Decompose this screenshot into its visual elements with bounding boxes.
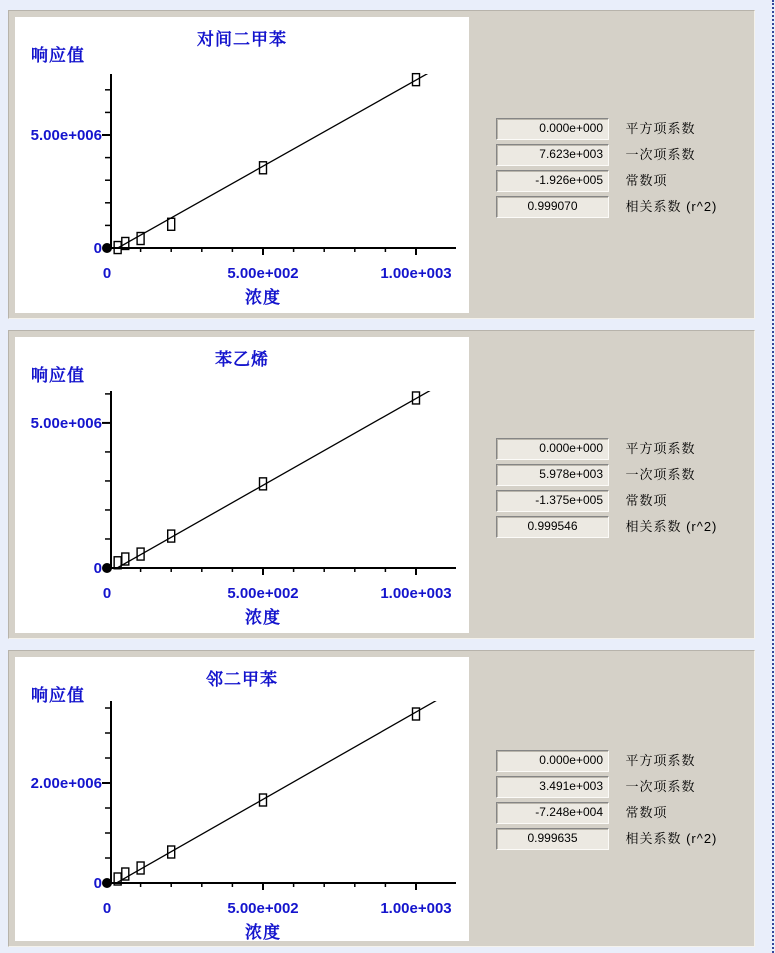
coefficient-row [496, 776, 717, 798]
y-axis-label: 响应值 [31, 46, 85, 65]
coefficient-row [496, 118, 717, 140]
x-tick-label: 0 [102, 265, 112, 282]
constant-term-value: -1.375e+005 [496, 490, 609, 512]
linear-coefficient-label: 一次项系数 [625, 467, 696, 482]
coefficient-list [496, 118, 717, 222]
correlation-coefficient-label: 相关系数 (r^2) [625, 519, 718, 534]
constant-term-value: -7.248e+004 [496, 802, 609, 824]
page-break-dotted-line [772, 0, 774, 953]
calibration-panel-3 [8, 650, 755, 947]
chart-area-2 [15, 337, 469, 633]
x-axis-label: 浓度 [245, 923, 281, 942]
constant-term-label: 常数项 [625, 493, 668, 508]
coefficient-list [496, 750, 717, 854]
chart-area-1 [15, 17, 469, 313]
coefficient-row [496, 516, 717, 538]
correlation-coefficient-value: 0.999070 [496, 196, 609, 218]
calibration-plot [15, 337, 469, 633]
x-tick-label: 5.00e+002 [227, 900, 299, 917]
coefficient-row [496, 490, 717, 512]
fit-line [92, 686, 462, 897]
y-major-tick-label: 2.00e+006 [30, 775, 102, 792]
chart-title: 对间二甲苯 [197, 30, 287, 49]
linear-coefficient-label: 一次项系数 [625, 147, 696, 162]
calibration-panel-2 [8, 330, 755, 639]
quadratic-coefficient-value: 0.000e+000 [496, 438, 609, 460]
coefficient-row [496, 144, 717, 166]
coefficient-row [496, 750, 717, 772]
data-point-marker [168, 218, 175, 230]
chart-title: 邻二甲苯 [206, 670, 278, 689]
y-major-tick-label: 5.00e+006 [30, 127, 102, 145]
coefficient-row [496, 802, 717, 824]
correlation-coefficient-label: 相关系数 (r^2) [625, 831, 718, 846]
calibration-panel-1 [8, 10, 755, 319]
quadratic-coefficient-label: 平方项系数 [625, 753, 696, 768]
x-tick-label: 1.00e+003 [380, 585, 452, 602]
x-tick-label: 1.00e+003 [380, 900, 452, 917]
chart-area-3 [15, 657, 469, 941]
y-origin-tick-label: 0 [93, 240, 102, 257]
coefficient-row [496, 170, 717, 192]
y-axis-label: 响应值 [31, 366, 85, 385]
linear-coefficient-label: 一次项系数 [625, 779, 696, 794]
y-axis-label: 响应值 [31, 686, 85, 705]
quadratic-coefficient-label: 平方项系数 [625, 441, 696, 456]
constant-term-value: -1.926e+005 [496, 170, 609, 192]
coefficient-row [496, 828, 717, 850]
calibration-plot [15, 657, 469, 941]
quadratic-coefficient-label: 平方项系数 [625, 121, 696, 136]
chart-title: 苯乙烯 [215, 350, 269, 369]
x-tick-label: 5.00e+002 [227, 265, 299, 282]
linear-coefficient-value: 5.978e+003 [496, 464, 609, 486]
fit-line [92, 54, 462, 262]
x-tick-label: 1.00e+003 [380, 265, 452, 282]
calibration-plot [15, 17, 469, 313]
linear-coefficient-value: 3.491e+003 [496, 776, 609, 798]
origin-marker [102, 878, 112, 888]
linear-coefficient-value: 7.623e+003 [496, 144, 609, 166]
constant-term-label: 常数项 [625, 173, 668, 188]
x-tick-label: 0 [102, 900, 112, 917]
x-tick-label: 0 [102, 585, 112, 602]
y-origin-tick-label: 0 [93, 560, 102, 577]
y-major-tick-label: 5.00e+006 [30, 414, 102, 432]
fit-line [92, 373, 462, 583]
coefficient-row [496, 196, 717, 218]
coefficient-list [496, 438, 717, 542]
correlation-coefficient-value: 0.999635 [496, 828, 609, 850]
constant-term-label: 常数项 [625, 805, 668, 820]
x-tick-label: 5.00e+002 [227, 585, 299, 602]
correlation-coefficient-value: 0.999546 [496, 516, 609, 538]
coefficient-row [496, 464, 717, 486]
origin-marker [102, 563, 112, 573]
quadratic-coefficient-value: 0.000e+000 [496, 750, 609, 772]
y-origin-tick-label: 0 [93, 875, 102, 892]
quadratic-coefficient-value: 0.000e+000 [496, 118, 609, 140]
correlation-coefficient-label: 相关系数 (r^2) [625, 199, 718, 214]
x-axis-label: 浓度 [245, 288, 281, 307]
coefficient-row [496, 438, 717, 460]
x-axis-label: 浓度 [245, 608, 281, 627]
origin-marker [102, 243, 112, 253]
